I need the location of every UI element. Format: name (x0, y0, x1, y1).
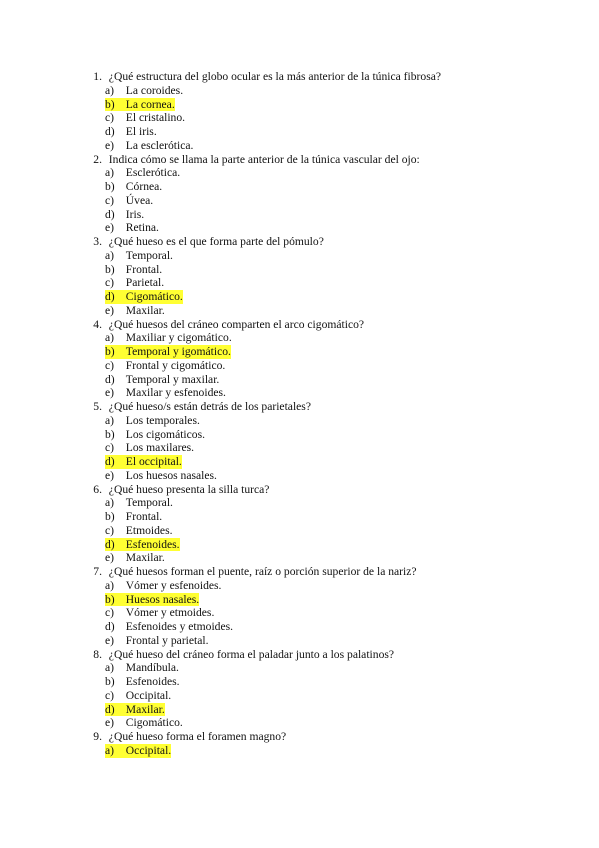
question-row (84, 153, 564, 167)
answer-option (84, 194, 564, 208)
answer-option (84, 180, 564, 194)
option-letter: c) (105, 358, 115, 372)
option-text: Úvea. (125, 193, 154, 207)
answer-option-content (105, 414, 200, 428)
option-text: Esfenoides. (125, 675, 180, 688)
answer-option (84, 579, 564, 593)
answer-option (84, 551, 564, 565)
highlighted-answer (105, 290, 183, 304)
answer-option (84, 606, 564, 620)
option-text: Huesos nasales. (125, 592, 200, 606)
option-text: Maxilar. (125, 702, 165, 716)
answer-option-content (105, 111, 185, 125)
answer-option (84, 111, 564, 125)
option-letter: b) (105, 427, 115, 441)
option-text: Los temporales. (125, 413, 200, 427)
answer-option-content (105, 166, 180, 180)
option-letter: d) (105, 207, 115, 221)
option-text: La esclerótica. (125, 138, 194, 152)
option-text: Frontal y parietal. (125, 633, 209, 647)
question-item (84, 483, 564, 566)
option-letter: a) (105, 166, 115, 180)
question-text: ¿Qué hueso/s están detrás de los parietales? (108, 400, 311, 413)
answer-option (84, 290, 564, 304)
answer-option (84, 208, 564, 222)
option-text: Esclerótica. (125, 166, 181, 180)
option-letter: a) (105, 661, 115, 675)
option-letter: a) (105, 413, 115, 427)
option-letter: c) (105, 688, 115, 702)
question-row (84, 565, 564, 579)
answer-option (84, 249, 564, 263)
option-letter: a) (105, 496, 115, 510)
question-number: 6. (93, 482, 102, 496)
option-text: Occipital. (125, 688, 172, 702)
answer-option-content (105, 359, 225, 373)
answer-option (84, 345, 564, 359)
answer-option-content (105, 469, 217, 483)
answer-option-content (105, 139, 193, 153)
question-number: 9. (93, 730, 102, 743)
answer-option-content (105, 689, 171, 703)
answer-option-content (105, 551, 165, 565)
option-letter: b) (105, 180, 115, 193)
option-text: Vómer y esfenoides. (125, 578, 222, 592)
highlighted-answer (105, 593, 199, 607)
option-letter: e) (105, 633, 115, 647)
option-letter: d) (105, 455, 115, 468)
question-item (84, 648, 564, 731)
highlighted-answer (105, 455, 182, 469)
option-text: La coroides. (125, 83, 184, 97)
answer-option-content (105, 661, 179, 675)
question-number: 1. (93, 70, 102, 83)
answer-option-content (105, 620, 233, 634)
option-letter: e) (105, 221, 115, 235)
question-text: ¿Qué estructura del globo ocular es la más anterior de la túnica fibrosa? (108, 70, 442, 83)
answer-option (84, 441, 564, 455)
option-text: Iris. (125, 207, 145, 221)
highlighted-answer (105, 98, 175, 112)
answer-option (84, 510, 564, 524)
answer-option (84, 538, 564, 552)
answer-option-content (105, 496, 173, 510)
answer-option (84, 359, 564, 373)
question-text: ¿Qué hueso forma el foramen magno? (108, 730, 287, 743)
answer-option (84, 455, 564, 469)
answer-option (84, 221, 564, 235)
option-letter: a) (105, 83, 115, 97)
answer-option-content (105, 716, 183, 730)
answer-option-content (105, 510, 162, 524)
answer-option (84, 675, 564, 689)
question-row (84, 648, 564, 662)
question-item (84, 565, 564, 648)
answer-option-content (105, 84, 183, 98)
answer-option (84, 373, 564, 387)
option-text: Temporal y maxilar. (125, 372, 220, 386)
question-text: ¿Qué hueso del cráneo forma el paladar junto a los palatinos? (108, 647, 395, 661)
option-letter: d) (105, 620, 115, 633)
question-item (84, 318, 564, 401)
option-letter: c) (105, 606, 115, 620)
question-text: Indica cómo se llama la parte anterior de la túnica vascular del ojo: (108, 152, 420, 166)
answer-option-content (105, 194, 153, 208)
option-letter: d) (105, 702, 115, 716)
option-text: Occipital. (125, 743, 172, 757)
option-letter: a) (105, 578, 115, 592)
answer-option (84, 428, 564, 442)
option-letter: c) (105, 276, 115, 290)
answer-option (84, 716, 564, 730)
question-row (84, 235, 564, 249)
answer-option-content (105, 606, 214, 620)
question-number: 3. (93, 235, 102, 248)
question-text: ¿Qué hueso presenta la silla turca? (108, 482, 270, 496)
option-text: Mandíbula. (125, 661, 179, 675)
option-letter: a) (105, 248, 115, 262)
answer-option (84, 166, 564, 180)
option-text: Maxiliar y cigomático. (125, 331, 232, 345)
option-text: Cigomático. (125, 290, 183, 303)
option-letter: d) (105, 372, 115, 386)
option-letter: b) (105, 592, 115, 606)
option-text: La cornea. (125, 97, 175, 111)
option-letter: c) (105, 193, 115, 207)
option-text: Frontal y cigomático. (125, 358, 226, 372)
question-row (84, 318, 564, 332)
option-letter: b) (105, 510, 115, 523)
answer-option-content (105, 221, 159, 235)
question-row (84, 483, 564, 497)
answer-option-content (105, 428, 205, 442)
option-text: Los cigomáticos. (125, 427, 206, 441)
question-row (84, 730, 564, 744)
highlighted-answer (105, 744, 171, 758)
answer-option (84, 661, 564, 675)
question-row (84, 400, 564, 414)
answer-option (84, 139, 564, 153)
answer-option (84, 744, 564, 758)
option-text: Córnea. (125, 180, 163, 193)
option-text: Frontal. (125, 262, 163, 276)
question-number: 2. (93, 152, 102, 166)
answer-option-content (105, 634, 209, 648)
question-number: 7. (93, 565, 102, 578)
option-letter: b) (105, 345, 115, 358)
option-letter: b) (105, 97, 115, 111)
option-text: Maxilar y esfenoides. (125, 386, 226, 400)
option-text: Etmoides. (125, 523, 173, 537)
option-text: Parietal. (125, 276, 165, 290)
option-letter: e) (105, 468, 115, 482)
option-text: Esfenoides. (125, 537, 180, 551)
question-text: ¿Qué hueso es el que forma parte del pómulo? (108, 235, 324, 248)
option-letter: c) (105, 441, 115, 455)
question-item (84, 730, 564, 758)
option-letter: d) (105, 125, 115, 138)
answer-option (84, 125, 564, 139)
option-text: Temporal. (125, 248, 173, 262)
option-text: Temporal y igomático. (125, 345, 231, 358)
answer-option-content (105, 386, 226, 400)
question-item (84, 153, 564, 236)
question-text: ¿Qué huesos forman el puente, raíz o porción superior de la nariz? (108, 565, 417, 578)
question-item (84, 400, 564, 483)
highlighted-answer (105, 345, 231, 359)
option-text: Retina. (125, 221, 159, 235)
option-text: Maxilar. (125, 551, 165, 565)
answer-option-content (105, 675, 180, 689)
option-text: Frontal. (125, 510, 163, 523)
highlighted-answer (105, 538, 180, 552)
answer-option (84, 98, 564, 112)
option-letter: b) (105, 675, 115, 688)
question-number: 4. (93, 317, 102, 331)
option-letter: c) (105, 111, 115, 125)
answer-option (84, 524, 564, 538)
answer-option-content (105, 276, 164, 290)
question-item (84, 235, 564, 318)
option-text: Esfenoides y etmoides. (125, 620, 234, 633)
answer-option-content (105, 180, 162, 194)
question-number: 5. (93, 400, 102, 413)
answer-option (84, 703, 564, 717)
option-letter: b) (105, 262, 115, 276)
answer-option (84, 84, 564, 98)
question-text: ¿Qué huesos del cráneo comparten el arco cigomático? (108, 317, 365, 331)
option-letter: e) (105, 138, 115, 152)
answer-option (84, 276, 564, 290)
option-text: Vómer y etmoides. (125, 606, 215, 620)
option-letter: c) (105, 523, 115, 537)
answer-option-content (105, 373, 219, 387)
answer-option (84, 620, 564, 634)
answer-option-content (105, 208, 144, 222)
option-text: El cristalino. (125, 111, 186, 125)
option-text: Los maxilares. (125, 441, 195, 455)
option-text: El occipital. (125, 455, 182, 468)
quiz-list (84, 70, 564, 758)
option-letter: d) (105, 537, 115, 551)
answer-option (84, 263, 564, 277)
option-letter: e) (105, 303, 115, 317)
answer-option (84, 304, 564, 318)
answer-option (84, 634, 564, 648)
answer-option (84, 689, 564, 703)
option-text: Cigomático. (125, 716, 183, 730)
answer-option-content (105, 125, 157, 139)
option-text: Temporal. (125, 496, 173, 510)
option-letter: d) (105, 290, 115, 303)
option-text: Maxilar. (125, 303, 165, 317)
answer-option-content (105, 331, 232, 345)
answer-option-content (105, 263, 162, 277)
option-text: Los huesos nasales. (125, 468, 217, 482)
option-letter: a) (105, 743, 115, 757)
option-text: El iris. (125, 125, 157, 138)
option-letter: e) (105, 716, 115, 730)
answer-option-content (105, 441, 194, 455)
answer-option-content (105, 579, 221, 593)
question-row (84, 70, 564, 84)
answer-option (84, 496, 564, 510)
answer-option (84, 331, 564, 345)
highlighted-answer (105, 703, 165, 717)
question-number: 8. (93, 647, 102, 661)
answer-option (84, 469, 564, 483)
answer-option-content (105, 249, 173, 263)
option-letter: e) (105, 551, 115, 565)
answer-option-content (105, 304, 165, 318)
answer-option (84, 414, 564, 428)
answer-option-content (105, 524, 173, 538)
option-letter: a) (105, 331, 115, 345)
question-item (84, 70, 564, 153)
option-letter: e) (105, 386, 115, 400)
answer-option (84, 593, 564, 607)
answer-option (84, 386, 564, 400)
